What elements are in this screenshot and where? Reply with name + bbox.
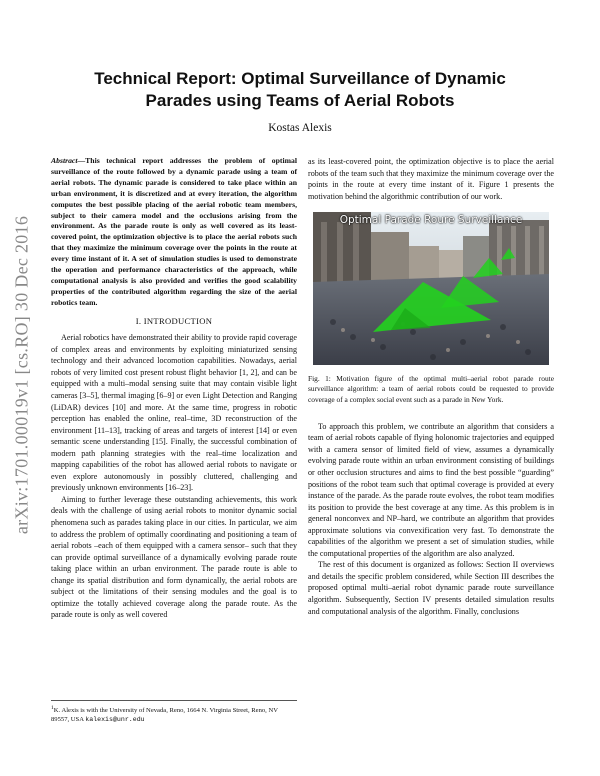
abstract-label: Abstract — [51, 156, 78, 165]
author: Kostas Alexis — [268, 122, 332, 134]
figure-1-caption: Fig. 1: Motivation figure of the optimal multi–aerial robot parade route surveillance algorithm: a team of aerial robots could be requested to provide coverage of a complex social event such as a parade in New York. — [308, 374, 554, 404]
footnote-marker: 1 — [51, 705, 54, 711]
paper-title: Technical Report: Optimal Surveillance of Dynamic Parades using Teams of Aerial Robots — [94, 69, 506, 110]
right-column — [308, 156, 554, 617]
parade-photo-illustration — [313, 212, 549, 365]
footnote-email: kalexis@unr.edu — [85, 716, 145, 724]
intro-paragraph-2: Aiming to further leverage these outstanding achievements, this work deals with the challenge of using aerial robots to monitor dynamic social phenomena such as parades taking place in our cities. In particular, we aim to address the problem of optimally coordinating and positioning a team of aerial robots –each of them equipped with a camera sensor– such that they can provide optimal surveillance of a dynamically evolving parade route taking place within an urban environment. The parade route is able to change its spatial distribution and form dynamically, the aerial robots are subject ot the limitations of their sensing modules and the goal is to optimize the totally achieved coverage along the parade route. As the parade route is only as well covered — [51, 494, 297, 620]
paragraph-continued: as its least-covered point, the optimization objective is to place the aerial robots of the team such that they maximize the minimum coverage over the points in the route at every time instant of it. Figure 1 presents the motivation behind the algorithmic contribution of our work. — [308, 157, 554, 201]
footnote-text: K. Alexis is with the University of Nevada, Reno, 1664 N. Virginia Street, Reno, NV 89557, USA — [51, 707, 278, 724]
paragraph-approach: To approach this problem, we contribute an algorithm that considers a team of aerial robots capable of flying holonomic trajectories and equipped with a camera sensor of limited field of view, assumes a dynamically evolving parade route within an urban environment consisting of buildings or other occlusion structures and aims to find the best possible “guarding” positions of the robot team such that optimal coverage is provided at every instance of the parade. As the parade route evolves, the robot team modifies its position to provide the best coverage at any time. As this problem is in general nonconvex and NP–hard, we contribute an algorithm that provides approximate solutions via convexification very fast. To demonstrate the capabilities of the algorithm we present a set of simulation studies, while the computational properties of the algorithm are also analyzed. — [308, 421, 554, 558]
intro-paragraph-1: Aerial robotics have demonstrated their ability to provide rapid coverage of complex areas and environments by exploiting miniaturized sensing technology and their advanced locomotion capabilities. Nowadays, aerial robots of very limited cost present robust flight behavior [1, 2], and can be equipped with a multi–modal sensing suite that may contain visible light cameras [3–5], thermal imaging [6–9] or even Light Detection and Ranging (LiDAR) devices [10] and more. At the same time, progress in robotic perception has enabled the online, real–time, 3D reconstruction of the environment [11–13], tracking of areas and targets of interest [14] or even semantic scene understanding [15]. Finally, the successful combination of modern path planning strategies with the real–time localization and mapping capabilities of the robot has allowed aerial robots to navigate or even explore autonomously in possibly cluttered, challenging and previously unknown environments [16–23]. — [51, 333, 297, 493]
left-column — [51, 156, 297, 621]
figure-overlay-title: Optimal Parade Roure Surveillance — [339, 214, 523, 227]
figure-1-image — [313, 212, 549, 365]
paragraph-organization: The rest of this document is organized as follows: Section II overviews and details the specific problem considered, while Section III describes the proposed optimal multi–aerial robot dynamic parade route surveillance algorithm. Subsequently, Section IV presents detailed simulation results and computational analysis of the algorithm. Finally, conclusions — [308, 560, 554, 616]
section-heading-introduction: I. INTRODUCTION — [135, 315, 213, 326]
abstract: Abstract—This technical report addresses the problem of optimal surveillance of the route followed by a dynamic parade using a team of aerial robots. The dynamic parade is considered to take place within an urban environment, it is discretized and at every iteration, the algorithm computes the best possible placing of the aerial robotic team members, subject to their camera model and the occlusions arising from the environment. As the parade route is only as well covered as its least-covered point, the optimization objective is to place the aerial robots such that they maximize the minimum coverage over the points in the route at every time instant of it. A set of simulation studies is used to demonstrate the operation and performance characteristics of the approach, while computational analysis is also provided and verifies the good scalability properties of the contributed algorithm regarding the size of the aerial robotics team. — [51, 156, 297, 307]
arxiv-identifier — [2, 140, 42, 610]
arxiv-id-text: arXiv:1701.00019v1 [cs.RO] 30 Dec 2016 — [11, 215, 32, 535]
footnote — [51, 700, 297, 724]
abstract-text: This technical report addresses the problem of optimal surveillance of the route followed by a dynamic parade using a team of aerial robots. The dynamic parade is considered to take place within an urban environment, it is discretized and at every iteration, the algorithm computes the best possible placing of the aerial robotic team members, subject to their camera model and the occlusions arising from the environment. As the parade route is only as well covered as its least-covered point, the optimization objective is to place the aerial robots such that they maximize the minimum coverage over the points in the route at every time instant of it. A set of simulation studies is used to demonstrate the operation and performance characteristics of the approach, while computational analysis is also provided and verifies the good scalability properties of the contributed algorithm regarding the size of the aerial robotics team. — [51, 156, 297, 307]
